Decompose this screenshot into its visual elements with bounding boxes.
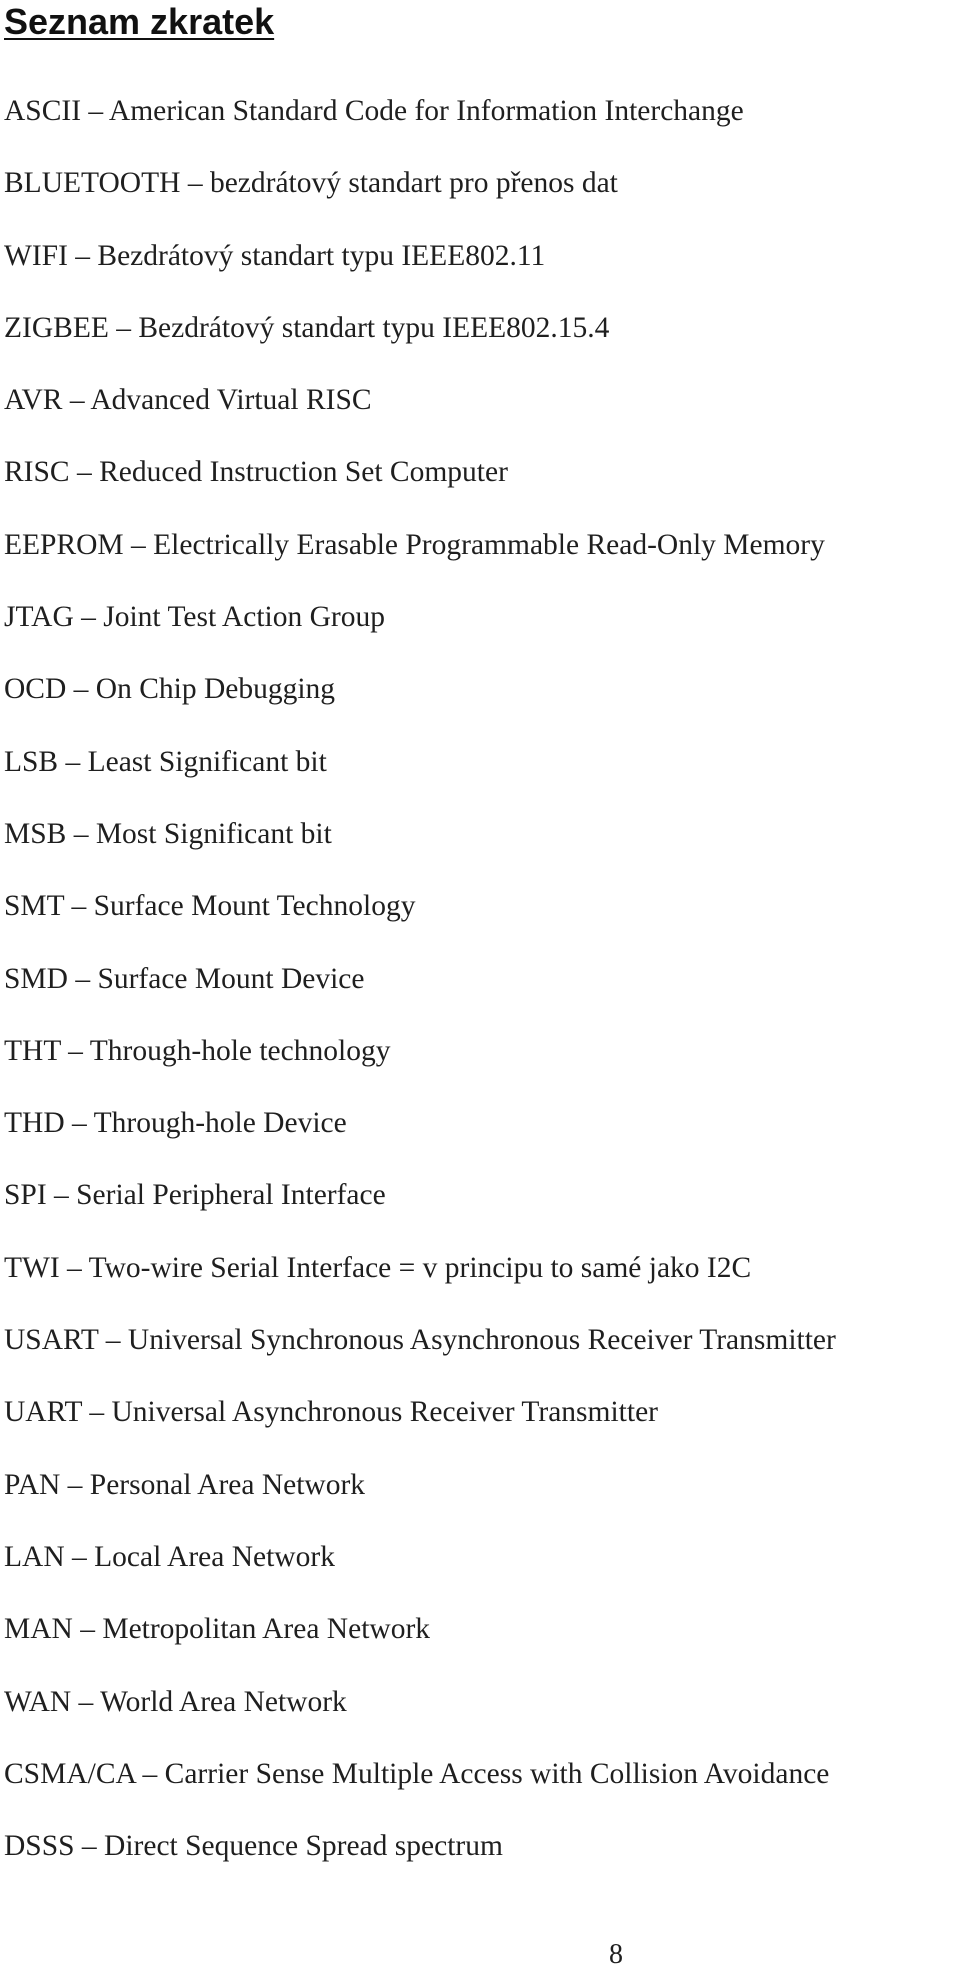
- list-item-csma-ca: CSMA/CA – Carrier Sense Multiple Access with Collision Avoidance: [4, 1757, 830, 1790]
- list-item-wifi: WIFI – Bezdrátový standart typu IEEE802.11: [4, 239, 546, 272]
- list-item-man: MAN – Metropolitan Area Network: [4, 1613, 431, 1646]
- list-item-ascii: ASCII – American Standard Code for Information Interchange: [4, 95, 744, 127]
- abbreviation-list: [4, 75, 836, 1882]
- list-item-spi: SPI – Serial Peripheral Interface: [4, 1179, 386, 1212]
- list-item-risc: RISC – Reduced Instruction Set Computer: [4, 456, 508, 489]
- list-item-thd: THD – Through-hole Device: [4, 1107, 347, 1140]
- list-item-bluetooth: BLUETOOTH – bezdrátový standart pro přenos dat: [4, 167, 618, 200]
- list-item-dsss: DSSS – Direct Sequence Spread spectrum: [4, 1830, 503, 1863]
- page-title: Seznam zkratek: [4, 1, 275, 42]
- list-item-usart: USART – Universal Synchronous Asynchronous Receiver Transmitter: [4, 1324, 836, 1357]
- list-item-uart: UART – Universal Asynchronous Receiver Transmitter: [4, 1396, 658, 1429]
- list-item-ocd: OCD – On Chip Debugging: [4, 673, 336, 706]
- list-item-jtag: JTAG – Joint Test Action Group: [4, 601, 385, 634]
- list-item-smd: SMD – Surface Mount Device: [4, 962, 365, 995]
- list-item-avr: AVR – Advanced Virtual RISC: [4, 384, 372, 417]
- page-number: 8: [609, 1939, 623, 1970]
- list-item-lan: LAN – Local Area Network: [4, 1540, 335, 1573]
- list-item-wan: WAN – World Area Network: [4, 1685, 347, 1718]
- list-item-zigbee: ZIGBEE – Bezdrátový standart typu IEEE802.15.4: [4, 311, 610, 344]
- list-item-eeprom: EEPROM – Electrically Erasable Programmable Read-Only Memory: [4, 528, 825, 561]
- list-item-msb: MSB – Most Significant bit: [4, 817, 332, 850]
- list-item-lsb: LSB – Least Significant bit: [4, 745, 327, 778]
- list-item-tht: THT – Through-hole technology: [4, 1034, 391, 1067]
- list-item-pan: PAN – Personal Area Network: [4, 1468, 366, 1501]
- list-item-smt: SMT – Surface Mount Technology: [4, 890, 416, 923]
- list-item-twi: TWI – Two-wire Serial Interface = v principu to samé jako I2C: [4, 1251, 752, 1284]
